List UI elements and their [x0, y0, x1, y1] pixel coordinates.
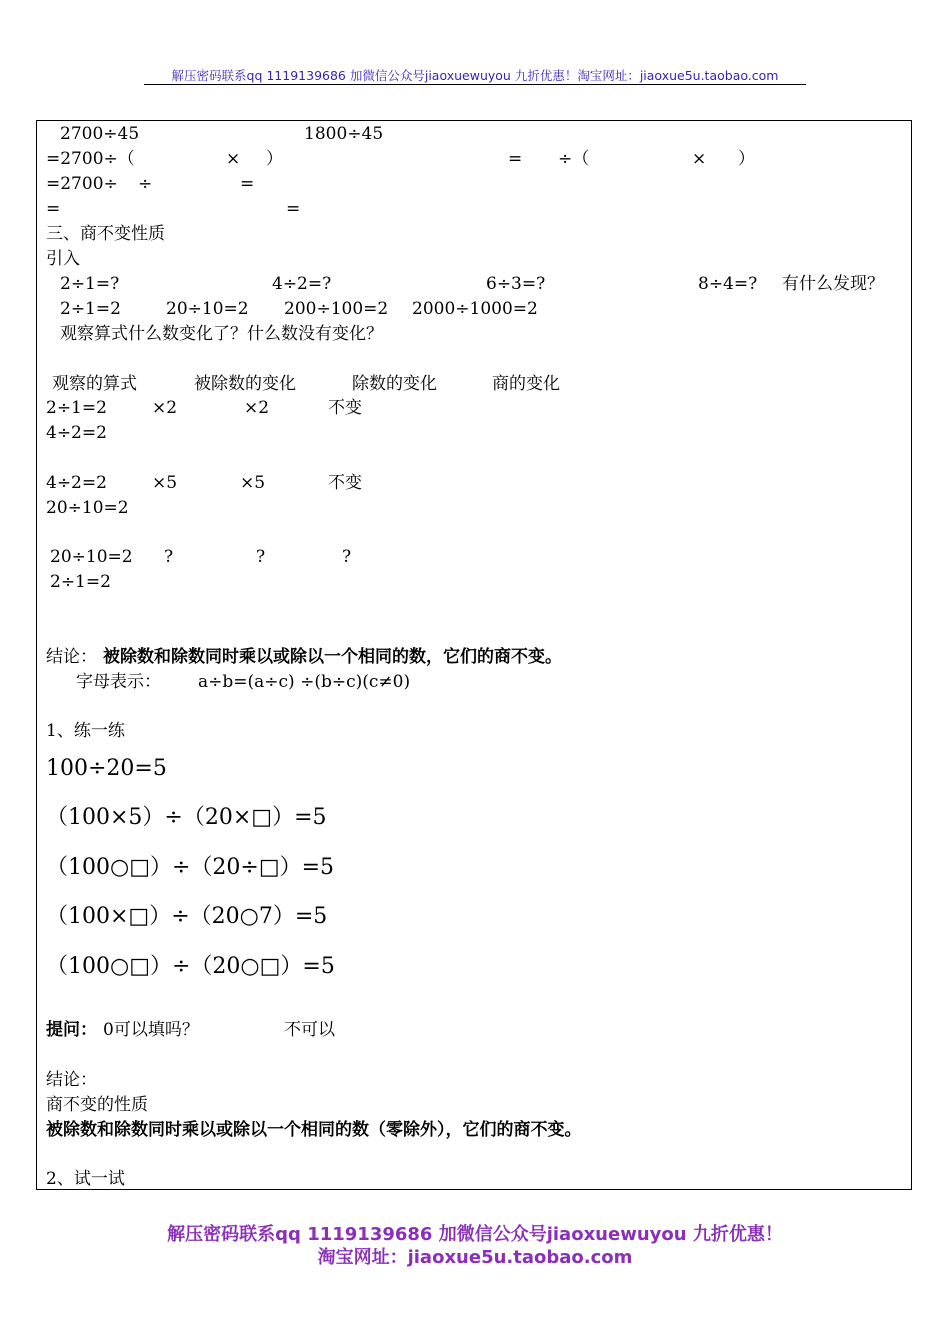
- question-expression: 6÷3=?: [486, 274, 546, 294]
- table-cell: ?: [256, 547, 266, 567]
- table-cell: 20÷10=2: [46, 498, 129, 518]
- observe-prompt: 观察算式什么数变化了？什么数没有变化？: [60, 324, 383, 344]
- footer-watermark-line2: 淘宝网址：jiaoxue5u.taobao.com: [317, 1247, 633, 1268]
- result-expression: 2÷1=2: [60, 299, 121, 319]
- table-cell: 4÷2=2: [46, 473, 107, 493]
- table-cell: 不变: [328, 473, 362, 493]
- calc-step: ÷: [138, 174, 153, 194]
- conclusion-label: 结论：: [46, 1070, 97, 1090]
- calc-step: =: [286, 199, 301, 219]
- footer-watermark-line1: 解压密码联系qq 1119139686 加微信公众号jiaoxuewuyou 九折优惠！: [167, 1224, 783, 1245]
- calc-step: =: [46, 199, 61, 219]
- conclusion-label: 结论：: [46, 647, 97, 667]
- discovery-question: 有什么发现？: [782, 274, 884, 294]
- table-cell: 2÷1=2: [46, 398, 107, 418]
- practice-equation: （100○□）÷（20○□）=5: [46, 954, 335, 979]
- formula-label: 字母表示：: [76, 672, 161, 692]
- calc-step: =2700÷（: [46, 149, 135, 169]
- result-expression: 200÷100=2: [284, 299, 389, 319]
- practice-equation: 100÷20=5: [46, 756, 167, 781]
- calc-expression-1: 2700÷45: [60, 124, 140, 144]
- question-expression: 2÷1=?: [60, 274, 120, 294]
- calc-expression-2: 1800÷45: [304, 124, 384, 144]
- property-title: 商不变的性质: [46, 1095, 148, 1115]
- calc-step: ）: [266, 149, 283, 169]
- calc-step: ×: [226, 149, 241, 169]
- table-cell: 20÷10=2: [50, 547, 133, 567]
- table-cell: ×2: [152, 398, 178, 418]
- calc-step: =: [240, 174, 255, 194]
- table-cell: ×2: [244, 398, 270, 418]
- result-expression: 2000÷1000=2: [412, 299, 538, 319]
- calc-step: ÷（: [558, 149, 590, 169]
- calc-step: =2700÷: [46, 174, 118, 194]
- table-cell: ?: [164, 547, 174, 567]
- practice-equation: （100×□）÷（20○7）=5: [46, 904, 328, 929]
- table-cell: 2÷1=2: [50, 572, 111, 592]
- question-expression: 4÷2=?: [272, 274, 332, 294]
- column-header: 商的变化: [492, 374, 560, 394]
- practice-equation: （100○□）÷（20÷□）=5: [46, 855, 335, 880]
- table-cell: 4÷2=2: [46, 423, 107, 443]
- column-header: 除数的变化: [352, 374, 437, 394]
- table-cell: ?: [342, 547, 352, 567]
- question-expression: 8÷4=?: [698, 274, 758, 294]
- header-watermark: 解压密码联系qq 1119139686 加微信公众号jiaoxuewuyou 九折优惠！淘宝网址：jiaoxue5u.taobao.com: [144, 66, 806, 85]
- table-cell: 不变: [328, 398, 362, 418]
- practice-equation: （100×5）÷（20×□）=5: [46, 805, 327, 830]
- question-label: 提问：: [46, 1020, 97, 1040]
- try-title: 2、试一试: [46, 1169, 125, 1189]
- result-expression: 20÷10=2: [166, 299, 249, 319]
- conclusion-text: 被除数和除数同时乘以或除以一个相同的数，它们的商不变。: [103, 647, 562, 667]
- section-title: 三、商不变性质: [46, 224, 165, 244]
- column-header: 观察的算式: [52, 374, 137, 394]
- table-cell: ×5: [240, 473, 266, 493]
- formula: a÷b=(a÷c) ÷(b÷c)(c≠0): [198, 672, 411, 692]
- column-header: 被除数的变化: [194, 374, 296, 394]
- calc-step: ×: [692, 149, 707, 169]
- calc-step: ）: [738, 149, 755, 169]
- question-text: 0可以填吗？: [103, 1020, 199, 1040]
- property-text: 被除数和除数同时乘以或除以一个相同的数（零除外），它们的商不变。: [46, 1120, 582, 1140]
- question-answer: 不可以: [284, 1020, 335, 1040]
- intro-label: 引入: [46, 249, 80, 269]
- table-cell: ×5: [152, 473, 178, 493]
- practice-title: 1、练一练: [46, 721, 125, 741]
- calc-step: =: [508, 149, 523, 169]
